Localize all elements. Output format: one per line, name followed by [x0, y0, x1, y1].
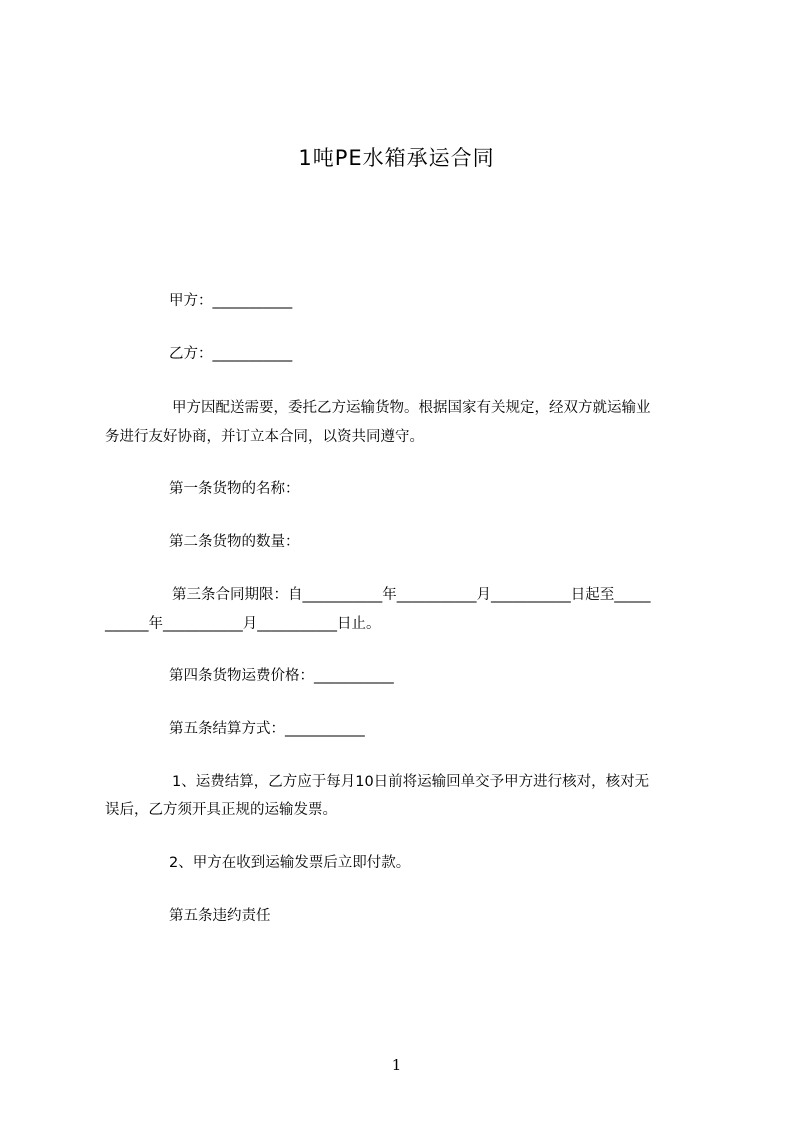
- clause-2: 第二条货物的数量：: [169, 534, 300, 550]
- party-a-line: 甲方：___________: [169, 293, 293, 309]
- page-number: 1: [391, 1056, 402, 1074]
- clause-3-line-2: ______年___________月___________日止。: [105, 616, 381, 632]
- clause-5-breach: 第五条违约责任: [169, 908, 271, 924]
- clause-5: 第五条结算方式：___________: [169, 721, 365, 737]
- item-1-line-2: 误后，乙方须开具正规的运输发票。: [105, 802, 337, 818]
- clause-3-line-1: 第三条合同期限：自___________年___________月___________日起至_____: [172, 587, 651, 603]
- item-2: 2、甲方在收到运输发票后立即付款。: [169, 855, 411, 871]
- intro-paragraph-line-2: 务进行友好协商，并订立本合同，以资共同遵守。: [105, 429, 424, 445]
- intro-paragraph-line-1: 甲方因配送需要，委托乙方运输货物。根据国家有关规定，经双方就运输业: [172, 400, 651, 416]
- clause-1: 第一条货物的名称：: [169, 481, 300, 497]
- party-b-line: 乙方：___________: [169, 346, 293, 362]
- clause-4: 第四条货物运费价格：___________: [169, 668, 394, 684]
- document-title: 1吨PE水箱承运合同: [298, 146, 495, 170]
- item-1-line-1: 1、运费结算，乙方应于每月10日前将运输回单交予甲方进行核对，核对无: [172, 774, 650, 790]
